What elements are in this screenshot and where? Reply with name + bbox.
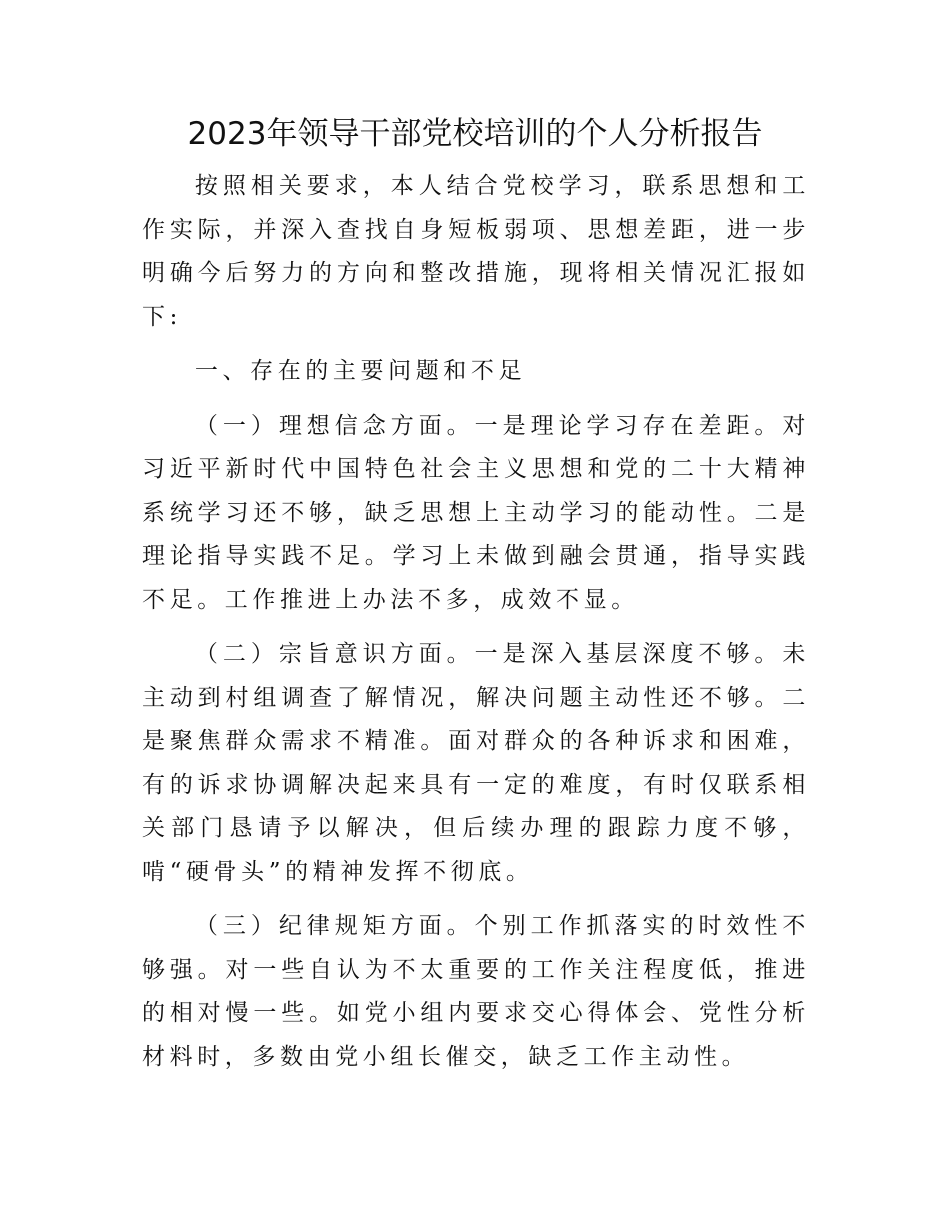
paragraph-purpose-awareness: （二）宗旨意识方面。一是深入基层深度不够。未主动到村组调查了解情况，解决问题主动性还不够。二是聚焦群众需求不精准。面对群众的各种诉求和困难，有的诉求协调解决起来具有一定的难度，有时仅联系相关部门恳请予以解决，但后续办理的跟踪力度不够，啃“硬骨头”的精神发挥不彻底。 xyxy=(142,641,810,885)
document-title: 2023年领导干部党校培训的个人分析报告 xyxy=(187,116,763,152)
paragraph-discipline-rules: （三）纪律规矩方面。个别工作抓落实的时效性不够强。对一些自认为不太重要的工作关注程度低，推进的相对慢一些。如党小组内要求交心得体会、党性分析材料时，多数由党小组长催交，缺乏工作主动性。 xyxy=(142,913,810,1070)
paragraph-ideals-beliefs: （一）理想信念方面。一是理论学习存在差距。对习近平新时代中国特色社会主义思想和党的二十大精神系统学习还不够，缺乏思想上主动学习的能动性。二是理论指导实践不足。学习上未做到融会贯通，指导实践不足。工作推进上办法不多，成效不显。 xyxy=(142,412,810,613)
document-body xyxy=(142,165,810,1079)
intro-paragraph: 按照相关要求，本人结合党校学习，联系思想和工作实际，并深入查找自身短板弱项、思想差距，进一步明确今后努力的方向和整改措施，现将相关情况汇报如下: xyxy=(142,173,810,330)
section-heading: 一、存在的主要问题和不足 xyxy=(194,358,527,384)
